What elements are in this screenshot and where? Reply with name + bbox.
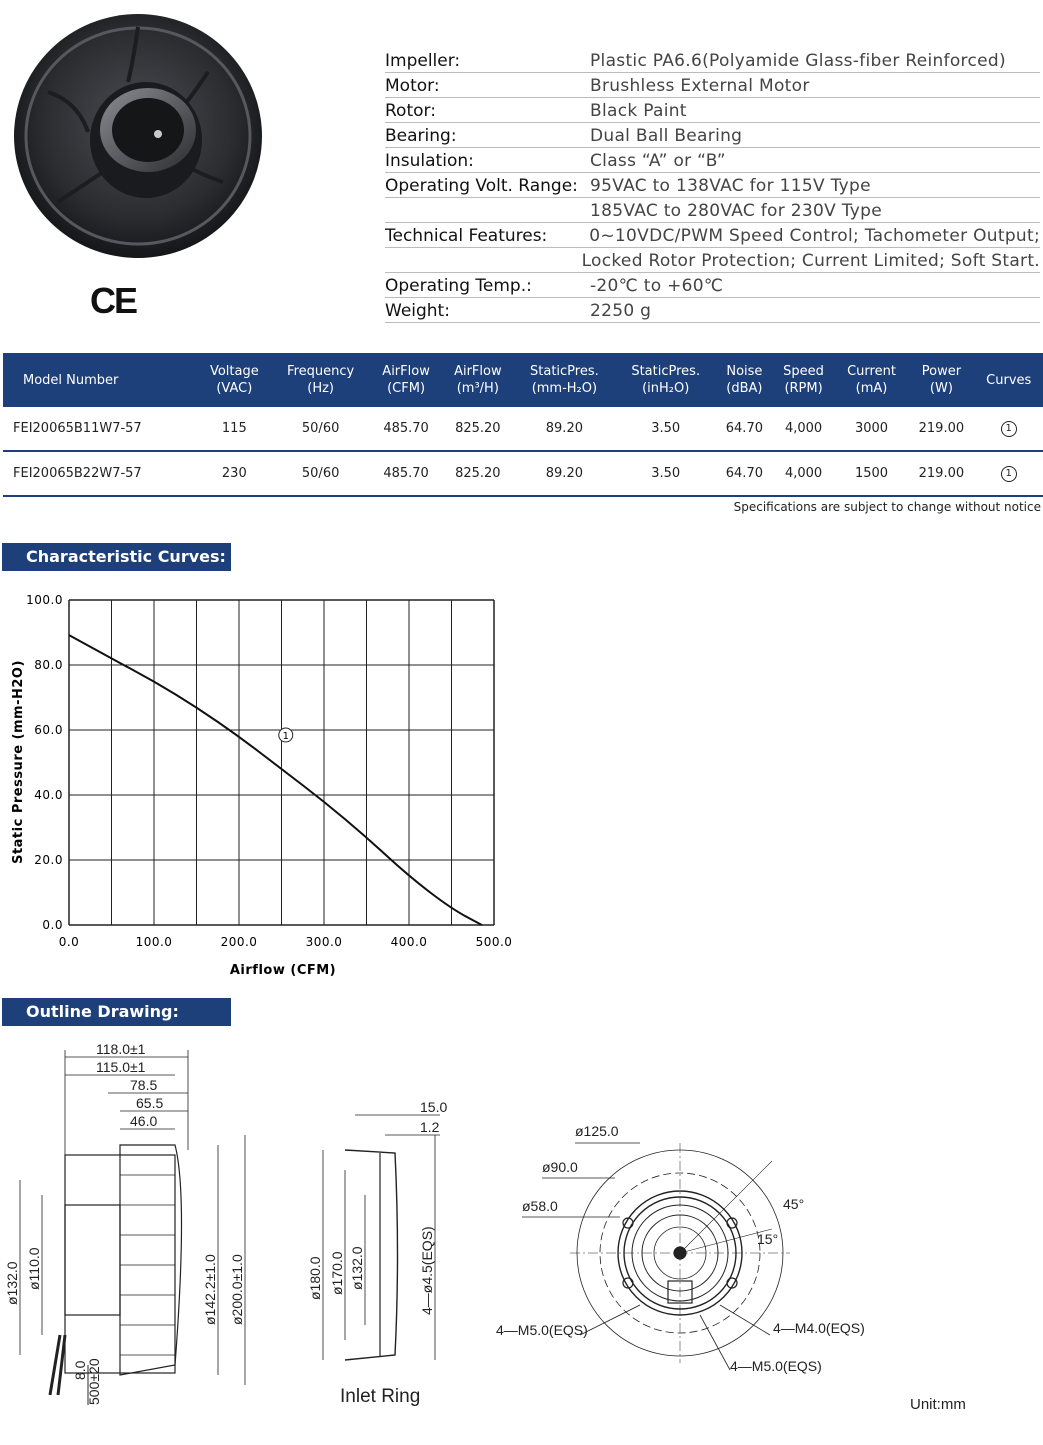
section-header-curves: Characteristic Curves: <box>2 543 231 571</box>
dim-label: ø180.0 <box>307 1256 323 1300</box>
table-cell: 230 <box>198 451 271 496</box>
table-cell: 89.20 <box>514 451 615 496</box>
spec-value: Plastic PA6.6(Polyamide Glass-fiber Reinforced) <box>590 51 1006 71</box>
spec-label: Motor: <box>385 76 440 96</box>
table-cell: 115 <box>198 407 271 451</box>
x-tick-label: 0.0 <box>58 935 80 949</box>
dim-label: 500±20 <box>86 1358 102 1405</box>
dim-label: 15° <box>757 1231 779 1247</box>
table-header-cell: Speed (RPM) <box>772 353 834 407</box>
x-tick-label: 400.0 <box>390 935 428 949</box>
table-body <box>3 407 1043 496</box>
spec-row <box>385 198 1040 223</box>
inlet-ring-caption: Inlet Ring <box>340 1386 421 1407</box>
table-header-cell: Frequency (Hz) <box>271 353 370 407</box>
spec-notice: Specifications are subject to change without notice <box>733 500 1041 514</box>
table-cell: 64.70 <box>716 407 772 451</box>
spec-value: Locked Rotor Protection; Current Limited; Soft Start. <box>581 251 1040 271</box>
dim-label: 4—M5.0(EQS) <box>496 1322 588 1338</box>
x-tick-label: 300.0 <box>305 935 343 949</box>
y-axis-label: Static Pressure (mm-H2O) <box>11 660 26 864</box>
series-line <box>69 635 482 925</box>
front-view <box>570 1143 790 1363</box>
table-cell: 825.20 <box>442 451 514 496</box>
spec-value: Dual Ball Bearing <box>590 126 743 146</box>
spec-row <box>385 48 1040 73</box>
y-tick-label: 60.0 <box>34 723 63 737</box>
section-header-outline: Outline Drawing: <box>2 998 231 1026</box>
table-cell: FEI20065B22W7-57 <box>3 451 198 496</box>
curve-marker-label: 1 <box>282 731 289 742</box>
curve-ref-badge: 1 <box>1001 421 1017 437</box>
spec-label: Impeller: <box>385 51 461 71</box>
dim-label: ø142.2±1.0 <box>202 1254 218 1325</box>
table-cell <box>974 407 1043 451</box>
spec-list <box>385 48 1040 323</box>
y-tick-label: 40.0 <box>34 788 63 802</box>
fan-product-photo <box>8 12 264 264</box>
y-tick-label: 100.0 <box>26 593 63 607</box>
dim-label: 65.5 <box>136 1095 164 1111</box>
spec-value: -20℃ to +60℃ <box>590 276 724 296</box>
dim-label: ø125.0 <box>575 1123 619 1139</box>
dim-label: ø110.0 <box>26 1247 42 1290</box>
table-cell: 485.70 <box>370 407 442 451</box>
table-cell: 4,000 <box>772 451 834 496</box>
table-cell: 64.70 <box>716 451 772 496</box>
table-header-cell: AirFlow (m³/H) <box>442 353 514 407</box>
dim-label: ø58.0 <box>522 1198 558 1214</box>
spec-value: 0~10VDC/PWM Speed Control; Tachometer Output; <box>589 226 1040 246</box>
table-cell: 1500 <box>835 451 909 496</box>
dim-label: 78.5 <box>130 1077 158 1093</box>
spec-label: Operating Volt. Range: <box>385 176 578 196</box>
spec-value: Brushless External Motor <box>590 76 810 96</box>
spec-label: Weight: <box>385 301 450 321</box>
table-cell: 50/60 <box>271 451 370 496</box>
spec-label: Technical Features: <box>385 226 548 246</box>
table-cell: 825.20 <box>442 407 514 451</box>
table-cell: FEI20065B11W7-57 <box>3 407 198 451</box>
dim-label: ø132.0 <box>4 1261 20 1305</box>
y-tick-label: 20.0 <box>34 853 63 867</box>
spec-value: 2250 g <box>590 301 652 321</box>
table-header-cell: Current (mA) <box>835 353 909 407</box>
dim-label: ø132.0 <box>349 1246 365 1290</box>
spec-value: 95VAC to 138VAC for 115V Type <box>590 176 871 196</box>
table-header-cell: Model Number <box>3 353 198 407</box>
x-tick-label: 500.0 <box>475 935 513 949</box>
x-tick-label: 100.0 <box>135 935 173 949</box>
table-header-cell: StaticPres. (mm-H₂O) <box>514 353 615 407</box>
table-cell: 219.00 <box>908 407 974 451</box>
outline-drawings <box>0 1035 1043 1435</box>
curve-ref-badge: 1 <box>1001 466 1017 482</box>
spec-value: Class “A” or “B” <box>590 151 726 171</box>
table-cell <box>974 451 1043 496</box>
table-header-cell: StaticPres. (inH₂O) <box>615 353 716 407</box>
table-header-cell: Noise (dBA) <box>716 353 772 407</box>
table-row <box>3 451 1043 496</box>
dim-label: 15.0 <box>420 1099 448 1115</box>
spec-row <box>385 223 1040 248</box>
spec-row <box>385 298 1040 323</box>
spec-label: Insulation: <box>385 151 474 171</box>
table-header-cell: AirFlow (CFM) <box>370 353 442 407</box>
ce-certification-mark: CE <box>90 280 137 321</box>
table-header-cell: Curves <box>974 353 1043 407</box>
table-cell: 89.20 <box>514 407 615 451</box>
dim-label: 4—M5.0(EQS) <box>730 1358 822 1374</box>
dim-label: ø90.0 <box>542 1159 578 1175</box>
dim-label: 118.0±1 <box>96 1041 146 1057</box>
table-header-cell: Power (W) <box>908 353 974 407</box>
dim-label: ø170.0 <box>329 1251 345 1295</box>
unit-label: Unit:mm <box>910 1396 966 1413</box>
table-cell: 3.50 <box>615 407 716 451</box>
y-tick-label: 80.0 <box>34 658 63 672</box>
table-cell: 3.50 <box>615 451 716 496</box>
table-cell: 219.00 <box>908 451 974 496</box>
dim-label: 1.2 <box>420 1119 440 1135</box>
spec-row <box>385 73 1040 98</box>
table-header-cell: Voltage (VAC) <box>198 353 271 407</box>
x-axis-label: Airflow (CFM) <box>229 963 337 978</box>
dim-label: 46.0 <box>130 1113 158 1129</box>
table-row <box>3 407 1043 451</box>
model-table <box>3 353 1043 497</box>
dim-label: ø200.0±1.0 <box>229 1254 245 1325</box>
spec-label: Bearing: <box>385 126 457 146</box>
spec-value: 185VAC to 280VAC for 230V Type <box>590 201 882 221</box>
spec-row <box>385 98 1040 123</box>
characteristic-curve-chart <box>0 585 520 985</box>
spec-row <box>385 148 1040 173</box>
dim-label: 4—M4.0(EQS) <box>773 1320 865 1336</box>
spec-label: Rotor: <box>385 101 436 121</box>
dim-label: 115.0±1 <box>96 1059 146 1075</box>
table-header-row <box>3 353 1043 407</box>
spec-value: Black Paint <box>590 101 687 121</box>
spec-row <box>385 173 1040 198</box>
spec-row <box>385 248 1040 273</box>
side-view-impeller <box>120 1145 182 1375</box>
spec-row <box>385 273 1040 298</box>
table-cell: 4,000 <box>772 407 834 451</box>
spec-label: Operating Temp.: <box>385 276 532 296</box>
dim-label: 45° <box>783 1196 805 1212</box>
spec-row <box>385 123 1040 148</box>
table-cell: 3000 <box>835 407 909 451</box>
dim-label: 4—ø4.5(EQS) <box>419 1226 435 1315</box>
dim-label: 8.0 <box>72 1360 88 1380</box>
y-tick-label: 0.0 <box>42 918 63 932</box>
table-cell: 50/60 <box>271 407 370 451</box>
x-tick-label: 200.0 <box>220 935 258 949</box>
table-cell: 485.70 <box>370 451 442 496</box>
